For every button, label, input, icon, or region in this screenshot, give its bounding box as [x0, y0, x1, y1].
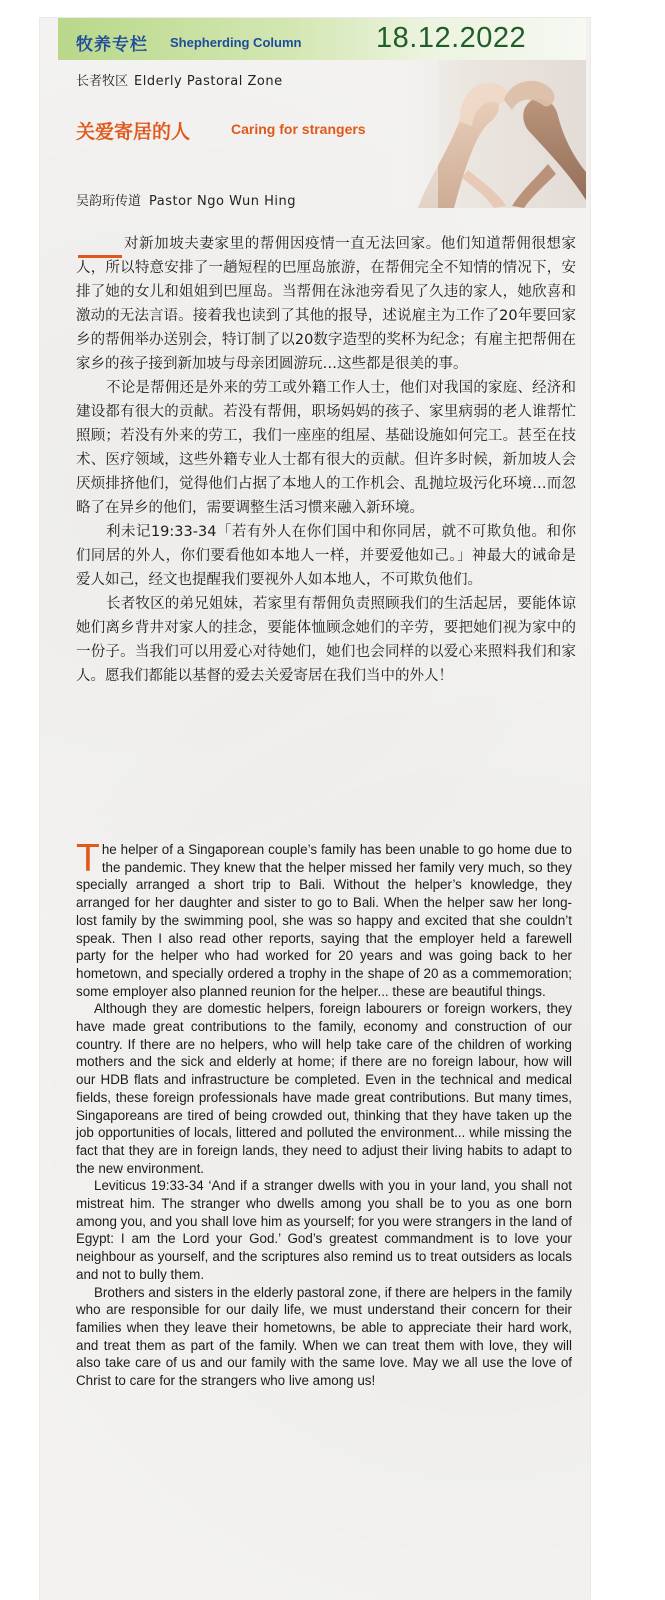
article-title-zh: 关爱寄居的人: [76, 121, 191, 143]
author-name-zh: 吴韵珩传道: [76, 194, 142, 209]
english-paragraph: Although they are domestic helpers, foreign labourers or foreign workers, they have made great contributions to the family, economy and construction of our country. If there are no helpers, who will help take care of the children of working mothers and the sick and elderly at home; if there are no foreign labour, how will our HDB flats and infrastructure be completed. Even in the technical and medical fields, these foreign professionals have made great contributions. But many times, Singaporeans are tired of being crowded out, thinking that they have taken up the job opportunities of locals, littered and polluted the environment... while missing the fact that they are in foreign lands, they need to adjust their living habits to adapt to the new environment.: [76, 1001, 572, 1176]
english-article-body: [76, 837, 572, 1390]
english-paragraph: Leviticus 19:33-34 ‘And if a stranger dwells with you in your land, you shall not mistreat him. The stranger who dwells among you shall be to you as one born among you, and you shall love him as yourself; for you were strangers in the land of Egypt: I am the Lord your God.’ God’s greatest commandment is to love your neighbour as yourself, and the scriptures also remind us to treat outsiders as locals and not to bully them.: [76, 1178, 572, 1282]
hands-forming-heart-icon: [398, 60, 586, 208]
english-paragraph-text: he helper of a Singaporean couple’s family has been unable to go home due to the pandemic. They knew that the helper missed her family very much, so they specially arranged a short trip to Bali. Without the helper’s knowledge, they arranged for her daughter and sister to go to Bali. When the helper saw her long-lost family by the swimming pool, she was so happy and excited that she couldn’t speak. Then I also read other reports, saying that the employer held a farewell party for the helper who had worked for 20 years and was going back to her hometown, and specially ordered a trophy in the shape of 20 as a commemoration; some employer also planned reunion for the helper... these are beautiful things.: [76, 842, 572, 999]
pastoral-zone-zh: 长者牧区: [76, 74, 129, 89]
author-name-en: Pastor Ngo Wun Hing: [149, 194, 296, 209]
issue-date: 18.12.2022: [376, 22, 527, 54]
chinese-paragraph: 对新加坡夫妻家里的帮佣因疫情一直无法回家。他们知道帮佣很想家人，所以特意安排了一趟短程的巴厘岛旅游，在帮佣完全不知情的情况下，安排了她的女儿和姐姐到巴厘岛。当帮佣在泳池旁看见了久违的家人，她欣喜和激动的无法言语。接着我也读到了其他的报导，述说雇主为工作了20年要回家乡的帮佣举办送别会，特订制了以20数字造型的奖杯为纪念；有雇主把帮佣在家乡的孩子接到新加坡与母亲团圆游玩…这些都是很美的事。: [76, 236, 576, 372]
chinese-paragraph: 长者牧区的弟兄姐妹，若家里有帮佣负责照顾我们的生活起居，要能体谅她们离乡背井对家人的挂念，要能体恤顾念她们的辛劳，要把她们视为家中的一份子。当我们可以用爱心对待她们，她们也会同样的以爱心来照料我们和家人。愿我们都能以基督的爱去关爱寄居在我们当中的外人！: [76, 596, 576, 684]
drop-cap: T: [76, 837, 100, 880]
english-paragraph: Brothers and sisters in the elderly pastoral zone, if there are helpers in the family who are responsible for our daily life, we must understand their concern for their families when they leave their hometowns, be able to appreciate their hard work, and treat them as part of the family. When we can treat them with love, they will also take care of us and our family with the same love. May we all use the love of Christ to care for the strangers who live among us!: [76, 1284, 572, 1389]
author-byline: [76, 190, 296, 209]
article-title-en: Caring for strangers: [231, 121, 366, 137]
pastoral-zone: [76, 70, 283, 89]
column-title-en: Shepherding Column: [170, 35, 302, 50]
chinese-article-body: [76, 232, 576, 688]
pastoral-zone-en: Elderly Pastoral Zone: [134, 74, 283, 89]
column-title-zh: 牧养专栏: [76, 35, 148, 55]
chinese-paragraph: 不论是帮佣还是外来的劳工或外籍工作人士，他们对我国的家庭、经济和建设都有很大的贡献。若没有帮佣，职场妈妈的孩子、家里病弱的老人谁帮忙照顾；若没有外来的劳工，我们一座座的组屋、基础设施如何完工。甚至在技术、医疗领域，这些外籍专业人士都有很大的贡献。但许多时候，新加坡人会厌烦排挤他们，觉得他们占据了本地人的工作机会、乱抛垃圾污化环境…而忽略了在异乡的他们，需要调整生活习惯来融入新环境。: [76, 380, 576, 516]
english-paragraph: [76, 837, 572, 1000]
chinese-paragraph: 利未记19:33-34「若有外人在你们国中和你同居，就不可欺负他。和你们同居的外人，你们要看他如本地人一样，并要爱他如己。」神最大的诫命是爱人如己，经文也提醒我们要视外人如本地人，不可欺负他们。: [76, 524, 576, 588]
